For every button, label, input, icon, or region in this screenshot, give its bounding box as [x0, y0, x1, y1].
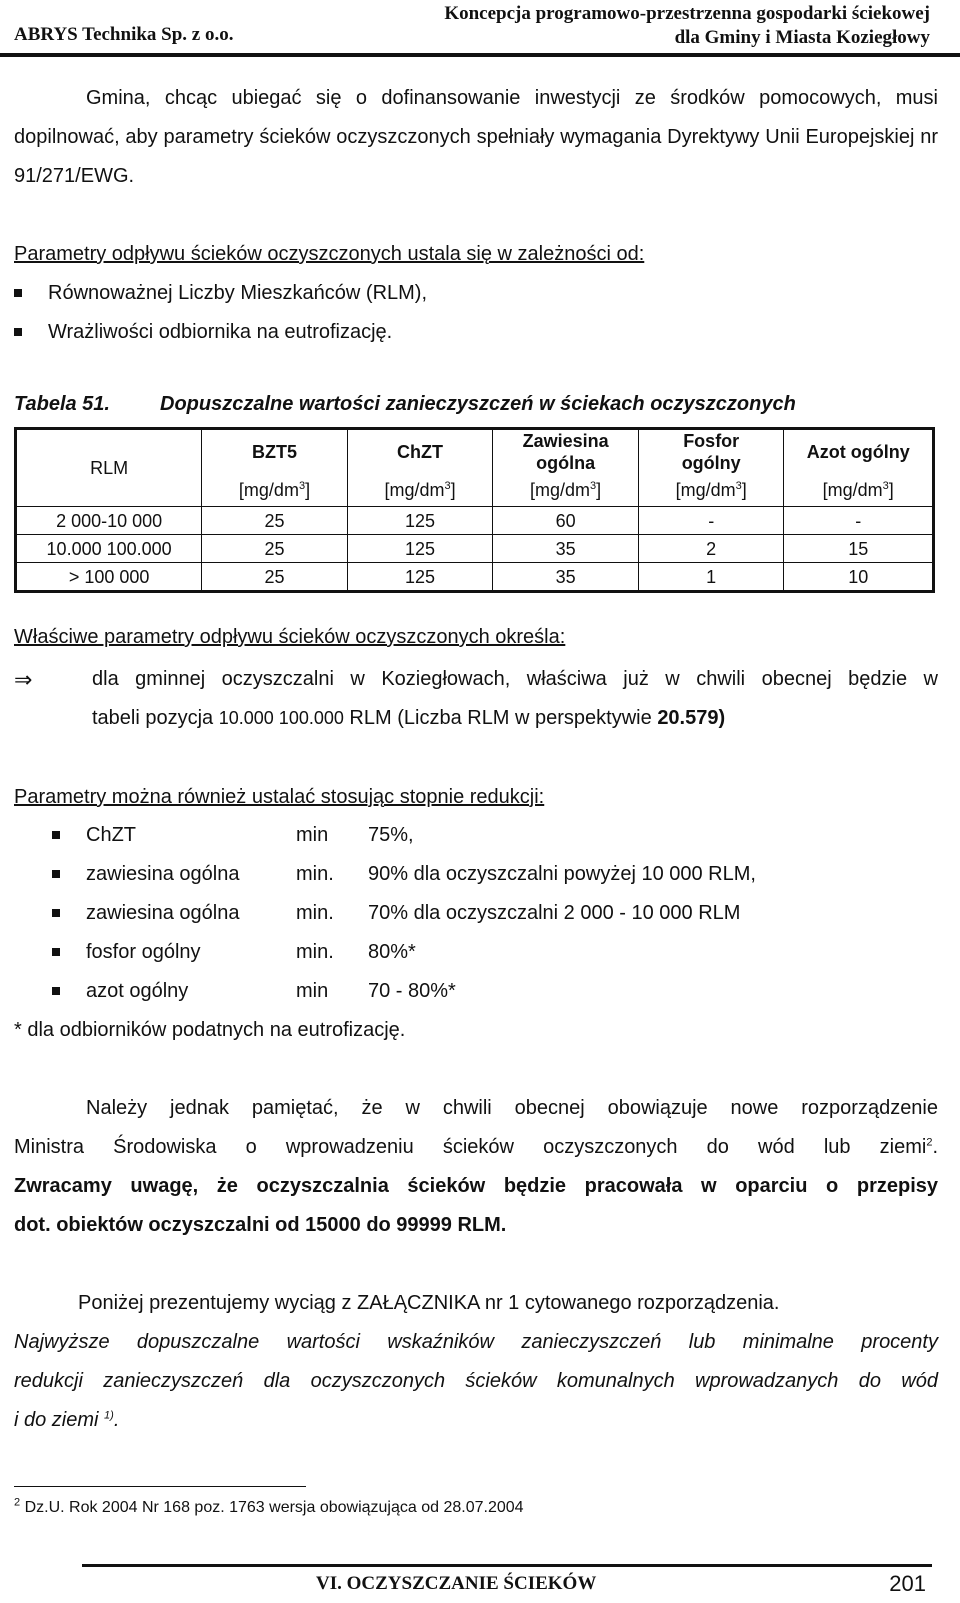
table-row: 10.000 100.000 25 125 35 2 15	[16, 535, 934, 563]
square-bullet-icon	[52, 948, 60, 956]
regulation-bold-line2: dot. obiektów oczyszczalni od 15000 do 99999 RLM.	[14, 1214, 507, 1236]
footnote: $^2$ Dz.U. Rok 2004 Nr 168 poz. 1763 wersja obowiązująca od 28.07.2004	[14, 1496, 524, 1516]
reduction-item-name: zawiesina ogólna	[86, 902, 240, 924]
table-row: 2 000-10 000 25 125 60 - -	[16, 507, 934, 535]
reduction-item	[14, 933, 416, 972]
footer-rule	[82, 1564, 932, 1567]
table-title: Dopuszczalne wartości zanieczyszczeń w ściekach oczyszczonych	[160, 393, 796, 415]
reduction-item-value: 80%*	[368, 941, 416, 963]
footer-chapter: VI. OCZYSZCZANIE ŚCIEKÓW	[316, 1573, 597, 1594]
proper-params-line1: dla gminnej oczyszczalni w Koziegłowach, właściwa już w chwili obecnej będzie w	[92, 668, 938, 690]
annex-intro: Poniżej prezentujemy wyciąg z ZAŁĄCZNIKA nr 1 cytowanego rozporządzenia.	[78, 1292, 780, 1314]
reduction-item	[14, 972, 456, 1011]
reduction-item-value: 70 - 80%*	[368, 980, 456, 1002]
square-bullet-icon	[52, 870, 60, 878]
regulation-bold-line1: Zwracamy uwagę, że oczyszczalnia ścieków będzie pracowała w oparciu o przepisy	[14, 1175, 938, 1197]
header-doc-title	[444, 2, 930, 50]
unit-cell: $[mg/dm^3]$	[784, 475, 934, 507]
annex-italic-line2: redukcji zanieczyszczeń dla oczyszczonych ścieków komunalnych wprowadzanych do wód	[14, 1370, 938, 1392]
reduction-item	[14, 894, 740, 933]
annex-italic-line1: Najwyższe dopuszczalne wartości wskaźników zanieczyszczeń lub minimalne procenty	[14, 1331, 938, 1353]
reduction-item	[14, 816, 414, 855]
arrow-icon: ⇒	[14, 667, 33, 692]
params-intro: Parametry odpływu ścieków oczyszczonych ustala się w zależności od:	[14, 243, 645, 265]
reduction-item-mode: min.	[296, 863, 334, 885]
proper-params-line2: tabeli pozycja 10.000 100.000 RLM (Liczba RLM w perspektywie 20.579)	[92, 707, 726, 729]
reduction-item-mode: min.	[296, 941, 334, 963]
reduction-item-name: fosfor ogólny	[86, 941, 201, 963]
table-label: Tabela 51.	[14, 393, 110, 415]
col-header-azot: Azot ogólny	[784, 429, 934, 475]
header-doc-title-line1: Koncepcja programowo-przestrzenna gospodarki ściekowej	[444, 3, 930, 24]
annex-italic-line3: i do ziemi $^{1)}$.	[14, 1409, 120, 1431]
params-item: Równoważnej Liczby Mieszkańców (RLM),	[14, 274, 427, 313]
square-bullet-icon	[52, 909, 60, 917]
square-bullet-icon	[52, 831, 60, 839]
reduction-footnote: * dla odbiorników podatnych na eutrofizację.	[14, 1019, 406, 1041]
unit-cell: $[mg/dm^3]$	[202, 475, 348, 507]
col-header-rlm: RLM	[16, 429, 202, 507]
regulation-line2: Ministra Środowiska o wprowadzeniu ścieków oczyszczonych do wód lub ziemi$^2$.	[14, 1136, 938, 1158]
params-item: Wrażliwości odbiornika na eutrofizację.	[14, 313, 392, 352]
header-company: ABRYS Technika Sp. z o.o.	[14, 24, 234, 45]
proper-params-heading: Właściwe parametry odpływu ścieków oczyszczonych określa:	[14, 626, 566, 648]
intro-paragraph: Gmina, chcąc ubiegać się o dofinansowanie inwestycji ze środków pomocowych, musi dopilnować, aby parametry ścieków oczyszczonych spełniały wymagania Dyrektywy Unii Europejskiej nr 91/271/EWG.	[14, 87, 938, 187]
square-bullet-icon	[14, 328, 22, 336]
unit-cell: $[mg/dm^3]$	[493, 475, 639, 507]
reduction-item-value: 90% dla oczyszczalni powyżej 10 000 RLM,	[368, 863, 756, 885]
reduction-item-mode: min	[296, 824, 329, 846]
col-header-fosfor: Fosfor ogólny	[638, 429, 784, 475]
reduction-heading: Parametry można również ustalać stosując stopnie redukcji:	[14, 786, 545, 808]
header-doc-title-line2: dla Gminy i Miasta Koziegłowy	[674, 27, 930, 48]
col-header-chzt: ChZT	[347, 429, 493, 475]
reduction-item-name: zawiesina ogólna	[86, 863, 240, 885]
reduction-item	[14, 855, 756, 894]
col-header-zawiesina: Zawiesina ogólna	[493, 429, 639, 475]
square-bullet-icon	[14, 289, 22, 297]
limits-table	[14, 427, 935, 593]
square-bullet-icon	[52, 987, 60, 995]
regulation-line1: Należy jednak pamiętać, że w chwili obecnej obowiązuje nowe rozporządzenie	[86, 1097, 938, 1119]
reduction-item-value: 70% dla oczyszczalni 2 000 - 10 000 RLM	[368, 902, 741, 924]
reduction-item-mode: min	[296, 980, 329, 1002]
reduction-item-name: azot ogólny	[86, 980, 189, 1002]
unit-cell: $[mg/dm^3]$	[638, 475, 784, 507]
unit-cell: $[mg/dm^3]$	[347, 475, 493, 507]
table-row: > 100 000 25 125 35 1 10	[16, 563, 934, 592]
header-rule	[0, 53, 960, 57]
col-header-bzt5: BZT5	[202, 429, 348, 475]
page-number: 201	[889, 1571, 926, 1596]
reduction-item-name: ChZT	[86, 824, 136, 846]
footnote-rule	[14, 1486, 306, 1487]
reduction-item-mode: min.	[296, 902, 334, 924]
reduction-item-value: 75%,	[368, 824, 414, 846]
